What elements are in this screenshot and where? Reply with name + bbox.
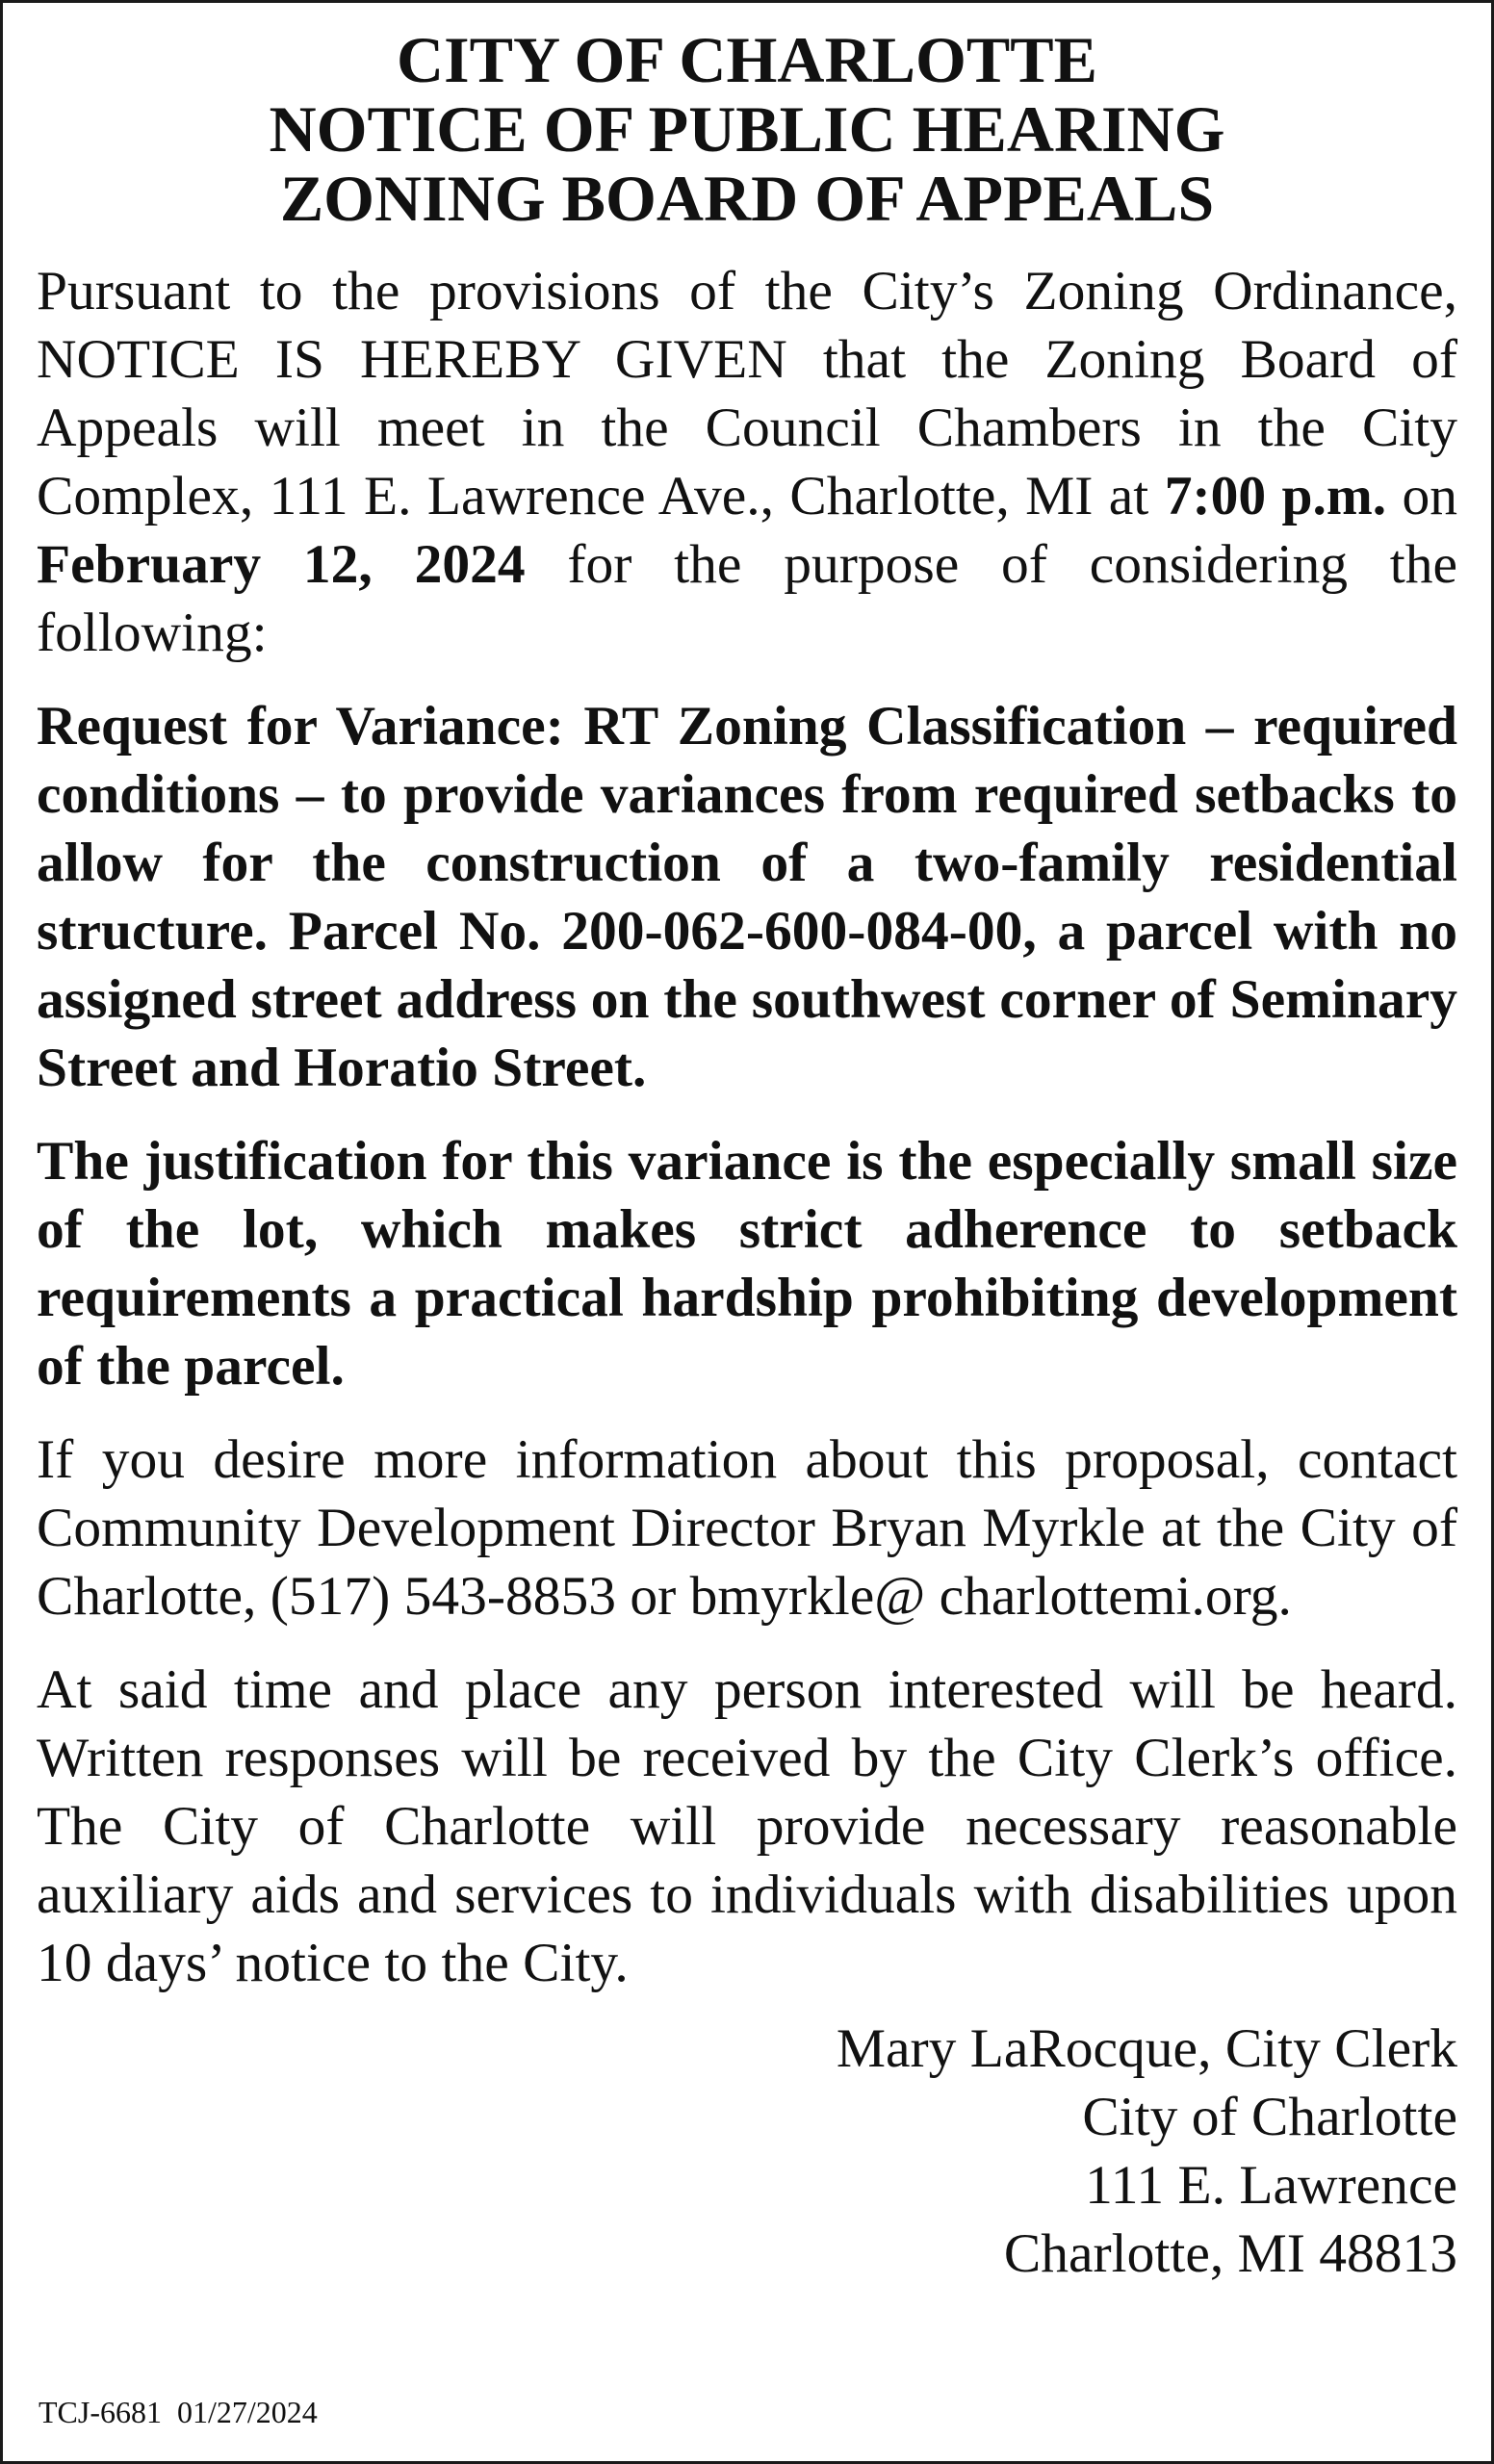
signature-street: 111 E. Lawrence	[1085, 2155, 1457, 2216]
publication-code: TCJ-6681 01/27/2024	[39, 2395, 318, 2429]
meeting-date: February 12, 2024	[37, 534, 526, 595]
hearing-paragraph: At said time and place any person interested will be heard. Written responses will be received by the City Clerk’s office. The City of Charlotte will provide necessary reasonable auxiliary aids and services to individuals with disabilities upon 10 days’ notice to the City.	[37, 1659, 1457, 1993]
header-line-board: ZONING BOARD OF APPEALS	[279, 162, 1215, 235]
intro-text-start: Pursuant to the provisions of the City’s Zoning Ordinance, NOTICE IS HEREBY GIVEN that the Zoning Board of Appeals will meet in the Council Chambers in the City Complex, 111 E. Lawrence Ave., Charlotte, MI at	[37, 261, 1457, 526]
contact-paragraph: If you desire more information about this proposal, contact Community Development Director Bryan Myrkle at the City of Charlotte, (517) 543-8853 or bmyrkle@ charlottemi.org.	[37, 1429, 1457, 1627]
signature-city-state-zip: Charlotte, MI 48813	[1003, 2223, 1457, 2284]
meeting-time: 7:00 p.m.	[1164, 466, 1387, 526]
justification-paragraph: The justification for this variance is the especially small size of the lot, which makes strict adherence to setback requirements a practical hardship prohibiting development of the parcel.	[37, 1131, 1457, 1397]
notice-content	[37, 25, 1457, 2288]
intro-text-on: on	[1386, 466, 1458, 526]
header-line-city: CITY OF CHARLOTTE	[397, 23, 1097, 96]
intro-paragraph	[37, 257, 1457, 667]
notice-header	[37, 25, 1457, 233]
intro-text-end: for the purpose of considering the following:	[37, 534, 1457, 663]
signature-city: City of Charlotte	[1082, 2087, 1457, 2147]
signature-block	[37, 2015, 1457, 2288]
header-line-notice: NOTICE OF PUBLIC HEARING	[269, 92, 1225, 166]
variance-request-paragraph: Request for Variance: RT Zoning Classification – required conditions – to provide variances from required setbacks to allow for the construction of a two-family residential structure. Parcel No. 200-062-600-084-00, a parcel with no assigned street address on the southwest corner of Seminary Street and Horatio Street.	[37, 696, 1457, 1098]
signature-name: Mary LaRocque, City Clerk	[836, 2018, 1457, 2079]
